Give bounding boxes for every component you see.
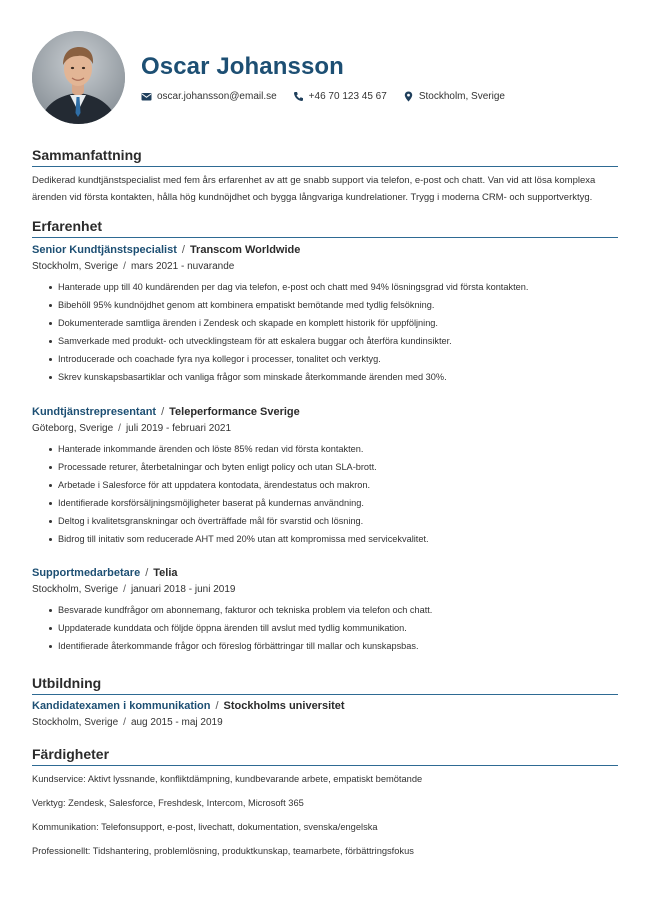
contact-email[interactable] — [141, 91, 277, 102]
list-item: Bidrog till initativ som reducerade AHT med 20% utan att kompromissa med servicekvalitet. — [49, 530, 618, 548]
education-entry — [32, 700, 618, 731]
job-header — [32, 244, 618, 259]
job-header — [32, 567, 618, 582]
list-item: Skrev kunskapsbasartiklar och vanliga frågor som minskade återkommande ärenden med 30%. — [49, 368, 618, 386]
summary-heading: Sammanfattning — [32, 147, 618, 167]
experience-heading: Erfarenhet — [32, 218, 618, 238]
list-item: Samverkade med produkt- och utvecklingsteam för att eskalera buggar och återföra kundinsikter. — [49, 332, 618, 350]
envelope-icon — [141, 91, 152, 102]
job-company: Teleperformance Sverige — [169, 406, 300, 418]
job-company: Telia — [153, 567, 178, 579]
list-item: Hanterade inkommande ärenden och löste 85% redan vid första kontakten. — [49, 440, 618, 458]
profile-photo — [32, 31, 125, 124]
job-meta — [32, 421, 618, 437]
list-item: Introducerade och coachade fyra nya kollegor i processer, tonalitet och verktyg. — [49, 350, 618, 368]
job-bullets — [32, 601, 618, 655]
separator: / — [215, 700, 219, 712]
contact-row — [141, 89, 521, 103]
separator: / — [118, 423, 121, 434]
separator: / — [181, 244, 185, 256]
skill-line: Kundservice: Aktivt lyssnande, konfliktdämpning, kundbevarande arbete, empatiskt bemötande — [32, 774, 423, 784]
school: Stockholms universitet — [223, 700, 345, 712]
list-item: Identifierade återkommande frågor och föreslog förbättringar till mallar och kunskapsbas. — [49, 637, 618, 655]
phone-text: +46 70 123 45 67 — [308, 90, 387, 102]
job-role: Senior Kundtjänstspecialist — [32, 244, 177, 256]
list-item: Deltog i kvalitetsgranskningar och överträffade mål för svarstid och lösning. — [49, 512, 618, 530]
map-pin-icon — [403, 91, 414, 102]
education-meta — [32, 715, 618, 731]
skills-heading: Färdigheter — [32, 746, 618, 766]
job-location: Göteborg, Sverige — [32, 423, 114, 434]
skills-list — [32, 767, 618, 863]
summary-section — [32, 147, 618, 206]
job-entry — [32, 567, 618, 655]
education-location: Stockholm, Sverige — [32, 717, 119, 728]
email-text: oscar.johansson@email.se — [157, 90, 277, 102]
contact-phone[interactable] — [293, 91, 387, 102]
separator: / — [145, 567, 149, 579]
list-item: Identifierade korsförsäljningsmöjligheter baserat på kundernas användning. — [49, 494, 618, 512]
experience-section — [32, 218, 618, 238]
job-header — [32, 406, 618, 421]
separator: / — [123, 717, 126, 728]
job-entry — [32, 406, 618, 548]
job-role: Kundtjänstrepresentant — [32, 406, 157, 418]
list-item: Bibehöll 95% kundnöjdhet genom att kombinera empatiskt bemötande med tydlig felsökning. — [49, 296, 618, 314]
degree: Kandidatexamen i kommunikation — [32, 700, 211, 712]
list-item: Besvarade kundfrågor om abonnemang, fakturor och tekniska problem via telefon och chatt. — [49, 601, 618, 619]
separator: / — [123, 584, 126, 595]
list-item: Uppdaterade kunddata och följde öppna ärenden till avslut med tydlig kommunikation. — [49, 619, 618, 637]
education-header — [32, 700, 618, 715]
job-dates: mars 2021 - nuvarande — [130, 261, 235, 272]
skills-section — [32, 746, 618, 766]
avatar — [32, 31, 125, 124]
separator: / — [123, 261, 126, 272]
job-dates: juli 2019 - februari 2021 — [125, 423, 232, 434]
job-meta — [32, 259, 618, 275]
separator: / — [161, 406, 165, 418]
job-location: Stockholm, Sverige — [32, 261, 119, 272]
skill-line: Verktyg: Zendesk, Salesforce, Freshdesk, Intercom, Microsoft 365 — [32, 798, 304, 808]
candidate-name: Oscar Johansson — [141, 53, 344, 80]
job-entry — [32, 244, 618, 386]
list-item: Processade returer, återbetalningar och byten enligt policy och utan SLA-brott. — [49, 458, 618, 476]
phone-icon — [293, 91, 304, 102]
list-item: Dokumenterade samtliga ärenden i Zendesk och skapade en komplett historik för uppföljning. — [49, 314, 618, 332]
job-location: Stockholm, Sverige — [32, 584, 119, 595]
location-text: Stockholm, Sverige — [418, 90, 505, 102]
job-bullets — [32, 440, 618, 548]
skill-line: Kommunikation: Telefonsupport, e-post, livechatt, dokumentation, svenska/engelska — [32, 822, 378, 832]
skill-line: Professionellt: Tidshantering, problemlösning, produktkunskap, teamarbete, förbättringsfokus — [32, 846, 414, 856]
education-heading: Utbildning — [32, 675, 618, 695]
job-company: Transcom Worldwide — [189, 244, 301, 256]
contact-location — [403, 91, 505, 102]
education-dates: aug 2015 - maj 2019 — [130, 717, 223, 728]
job-role: Supportmedarbetare — [32, 567, 141, 579]
list-item: Hanterade upp till 40 kundärenden per dag via telefon, e-post och chatt med 94% lösningsgrad vid första kontakten. — [49, 278, 618, 296]
list-item: Arbetade i Salesforce för att uppdatera kontodata, ärendestatus och makron. — [49, 476, 618, 494]
education-section — [32, 675, 618, 695]
job-dates: januari 2018 - juni 2019 — [130, 584, 236, 595]
job-meta — [32, 582, 618, 598]
summary-text: Dedikerad kundtjänstspecialist med fem års erfarenhet av att ge snabb support via telefon, e-post och chatt. Van vid att lösa komplexa ärenden vid första kontakten, hålla hög kundnöjdhet och bygga långvariga kundrelationer. Trygg i moderna CRM- och supportverktyg. — [32, 175, 596, 203]
job-bullets — [32, 278, 618, 386]
